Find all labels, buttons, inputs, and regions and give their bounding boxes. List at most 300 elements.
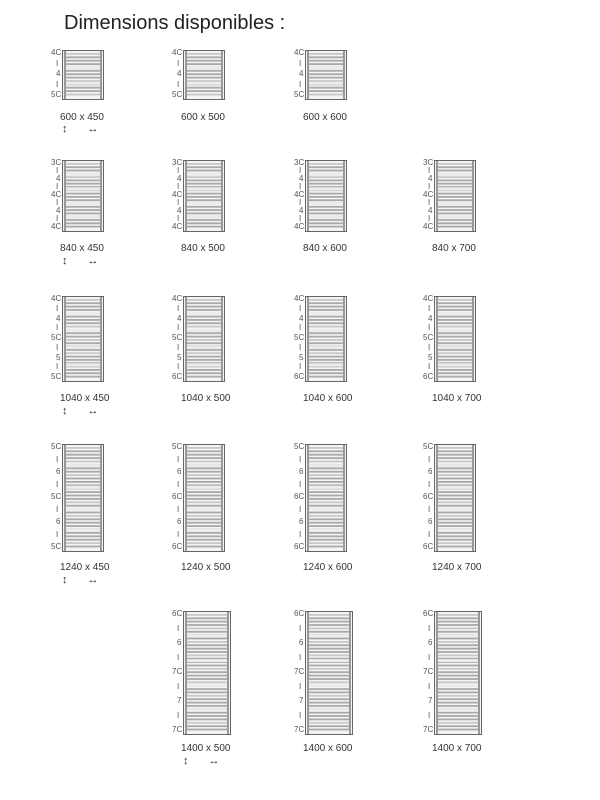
radiator-tube <box>309 213 343 215</box>
radiator-gap <box>438 684 478 687</box>
radiator-tube <box>438 651 478 653</box>
radiator-tube <box>66 213 100 215</box>
radiator-tube <box>309 621 349 623</box>
radiator-tube <box>309 688 349 690</box>
radiator-tube <box>438 359 472 361</box>
radiator-tube <box>438 688 478 690</box>
radiator-tube <box>438 339 472 341</box>
radiator-tube <box>187 471 221 473</box>
radiator-gap <box>438 202 472 205</box>
radiator-rail <box>185 445 187 551</box>
radiator-tube <box>66 512 100 514</box>
radiator-tube <box>309 668 349 670</box>
radiator-tube <box>187 491 221 493</box>
radiator-tube <box>187 474 221 476</box>
radiator-gap <box>309 82 343 85</box>
radiator-tube <box>66 53 100 55</box>
size-label: 1040 x 700 <box>432 393 482 404</box>
dimension-mark: 7C <box>172 725 183 734</box>
dimension-mark: 4 <box>299 174 304 183</box>
radiator-rail <box>100 445 102 551</box>
radiator-svg <box>62 296 104 382</box>
size-label: 1040 x 450 <box>60 393 110 404</box>
radiator-tube <box>66 339 100 341</box>
radiator-tube <box>187 675 227 677</box>
radiator-tube <box>438 532 472 534</box>
dimension-mark: 4 <box>56 313 61 323</box>
dimension-mark: I <box>299 303 302 313</box>
dimension-mark: 5C <box>51 542 62 551</box>
dimension-mark: 4C <box>294 294 305 303</box>
dimension-mark: I <box>177 214 180 223</box>
radiator-rail <box>343 51 345 99</box>
dimension-mark: 4C <box>172 190 183 199</box>
dimension-mark: I <box>56 323 59 333</box>
radiator-tube <box>438 299 472 301</box>
radiator-tube <box>438 176 472 178</box>
page-title: Dimensions disponibles : <box>64 12 286 34</box>
radiator-gap <box>438 173 472 176</box>
dimension-mark: 3C <box>294 158 305 167</box>
radiator-rail <box>436 612 438 734</box>
size-label: 1400 x 600 <box>303 743 353 754</box>
radiator-tube <box>309 705 349 707</box>
radiator-gap <box>438 709 478 712</box>
radiator-tube <box>438 213 472 215</box>
radiator-tube <box>187 209 221 211</box>
dimension-mark: I <box>299 342 302 352</box>
dimension-mark: 5 <box>177 352 182 362</box>
radiator-tube <box>309 349 343 351</box>
radiator-tube <box>438 715 478 717</box>
radiator-tube <box>438 512 472 514</box>
radiator-rail <box>436 445 438 551</box>
radiator-tube <box>187 648 227 650</box>
radiator-gap <box>66 486 100 489</box>
dimension-mark: I <box>56 214 59 223</box>
radiator-tube <box>438 319 472 321</box>
radiator-gap <box>66 173 100 176</box>
radiator-tube <box>187 170 221 172</box>
radiator-tube <box>438 702 478 704</box>
radiator-gap <box>187 659 227 662</box>
radiator-tube <box>187 376 221 378</box>
radiator-svg <box>62 160 104 232</box>
radiator-tube <box>309 209 343 211</box>
radiator-tube <box>438 309 472 311</box>
dimension-mark: I <box>299 479 302 489</box>
radiator-tube <box>66 63 100 65</box>
radiator-tube <box>66 501 100 503</box>
radiator-gap <box>187 507 221 510</box>
radiator-rail <box>349 612 351 734</box>
radiator-diagram <box>62 444 104 552</box>
dimension-mark: I <box>428 362 431 372</box>
dimension-mark: 4C <box>423 294 434 303</box>
radiator-gap <box>438 187 472 190</box>
dimension-mark: 7C <box>294 725 305 734</box>
radiator-tube <box>66 342 100 344</box>
radiator-tube <box>438 183 472 185</box>
radiator-gap <box>187 709 227 712</box>
radiator-tube <box>66 518 100 520</box>
radiator-gap <box>309 507 343 510</box>
radiator-tube <box>187 651 227 653</box>
radiator-tube <box>187 206 221 208</box>
dimension-mark: I <box>299 529 302 539</box>
radiator-tube <box>438 180 472 182</box>
radiator-tube <box>66 326 100 328</box>
radiator-rail <box>221 297 223 381</box>
radiator-tube <box>438 638 478 640</box>
radiator-tube <box>187 352 221 354</box>
radiator-tube <box>309 692 349 694</box>
radiator-rail <box>185 612 187 734</box>
radiator-svg <box>305 296 347 382</box>
radiator-tube <box>66 309 100 311</box>
radiator-tube <box>438 641 478 643</box>
radiator-tube <box>187 725 227 727</box>
radiator-tube <box>309 359 343 361</box>
radiator-tube <box>187 698 227 700</box>
dimension-mark: I <box>428 166 431 175</box>
dimension-mark: 5C <box>294 90 305 99</box>
radiator-tube <box>309 80 343 82</box>
radiator-gap <box>438 507 472 510</box>
radiator-rail <box>307 51 309 99</box>
radiator-svg <box>434 160 476 232</box>
radiator-tube <box>66 170 100 172</box>
radiator-tube <box>309 515 343 517</box>
radiator-tube <box>66 457 100 459</box>
radiator-tube <box>438 522 472 524</box>
radiator-tube <box>309 495 343 497</box>
radiator-tube <box>438 478 472 480</box>
radiator-tube <box>438 226 472 228</box>
radiator-tube <box>309 624 349 626</box>
dimension-icons <box>62 255 99 267</box>
radiator-tube <box>187 535 221 537</box>
radiator-tube <box>187 342 221 344</box>
radiator-tube <box>187 222 221 224</box>
radiator-svg <box>183 611 231 735</box>
radiator-tube <box>438 495 472 497</box>
radiator-tube <box>309 450 343 452</box>
dimension-mark: 6C <box>294 609 305 618</box>
radiator-gap <box>309 709 349 712</box>
dimension-mark: I <box>177 303 180 313</box>
radiator-diagram <box>305 611 353 735</box>
dimension-mark: 6 <box>299 517 304 526</box>
radiator-tube <box>438 628 478 630</box>
dimension-mark: 5C <box>51 90 62 99</box>
dimension-mark: I <box>299 454 302 464</box>
width-arrow-icon: ↔ <box>208 755 220 767</box>
radiator-tube <box>438 193 472 195</box>
radiator-tube <box>438 644 478 646</box>
radiator-rail <box>100 51 102 99</box>
radiator-tube <box>66 336 100 338</box>
dimension-mark: I <box>428 454 431 464</box>
radiator-tube <box>438 525 472 527</box>
radiator-gap <box>309 634 349 637</box>
radiator-tube <box>438 306 472 308</box>
radiator-tube <box>309 299 343 301</box>
radiator-tube <box>309 180 343 182</box>
radiator-gap <box>66 507 100 510</box>
radiator-diagram <box>183 296 225 382</box>
radiator-tube <box>438 467 472 469</box>
radiator-gap <box>187 187 221 190</box>
radiator-tube <box>438 705 478 707</box>
radiator-tube <box>309 614 349 616</box>
radiator-gap <box>309 216 343 219</box>
dimension-mark: I <box>177 323 180 333</box>
radiator-tube <box>66 90 100 92</box>
radiator-gap <box>309 684 349 687</box>
radiator-tube <box>187 180 221 182</box>
radiator-gap <box>66 312 100 315</box>
dimension-mark: 4C <box>51 222 62 231</box>
radiator-svg <box>305 160 347 232</box>
radiator-tube <box>66 359 100 361</box>
size-label: 1240 x 600 <box>303 562 353 573</box>
radiator-gap <box>66 216 100 219</box>
radiator-tube <box>187 498 221 500</box>
radiator-tube <box>438 461 472 463</box>
dimension-mark: I <box>177 652 180 662</box>
radiator-gap <box>66 329 100 332</box>
radiator-tube <box>309 665 349 667</box>
radiator-tube <box>438 206 472 208</box>
radiator-diagram <box>62 50 104 100</box>
radiator-tube <box>309 722 349 724</box>
radiator-tube <box>66 77 100 79</box>
radiator-tube <box>309 641 349 643</box>
radiator-diagram <box>305 444 347 552</box>
dimension-mark: 4 <box>177 313 182 323</box>
dimension-mark: I <box>56 198 59 207</box>
radiator-tube <box>187 163 221 165</box>
radiator-gap <box>187 65 221 68</box>
radiator-tube <box>187 518 221 520</box>
radiator-tube <box>66 166 100 168</box>
radiator-tube <box>187 702 227 704</box>
radiator-svg <box>62 50 104 100</box>
radiator-tube <box>438 725 478 727</box>
dimension-mark: I <box>177 198 180 207</box>
radiator-tube <box>309 219 343 221</box>
radiator-tube <box>187 678 227 680</box>
dimension-mark: 6 <box>177 517 182 526</box>
radiator-tube <box>66 450 100 452</box>
dimension-mark: 4C <box>172 48 183 57</box>
radiator-tube <box>438 196 472 198</box>
radiator-tube <box>309 183 343 185</box>
dimension-mark: 5C <box>172 90 183 99</box>
dimension-mark: I <box>56 362 59 372</box>
radiator-tube <box>66 60 100 62</box>
radiator-tube <box>187 326 221 328</box>
dimension-mark: I <box>56 342 59 352</box>
dimension-mark: I <box>428 479 431 489</box>
radiator-gap <box>438 634 478 637</box>
dimension-mark: 4 <box>428 313 433 323</box>
radiator-gap <box>438 312 472 315</box>
dimension-mark: 3C <box>51 158 62 167</box>
dimension-mark: I <box>299 198 302 207</box>
radiator-tube <box>309 478 343 480</box>
radiator-tube <box>187 176 221 178</box>
height-arrow-icon: ↕ <box>183 755 189 767</box>
radiator-tube <box>187 631 227 633</box>
radiator-tube <box>309 176 343 178</box>
radiator-tube <box>438 539 472 541</box>
radiator-gap <box>309 529 343 532</box>
dimension-mark: 6 <box>428 638 433 647</box>
size-label: 600 x 450 <box>60 112 104 123</box>
radiator-tube <box>66 461 100 463</box>
radiator-tube <box>187 705 227 707</box>
radiator-svg <box>305 611 353 735</box>
radiator-tube <box>187 628 227 630</box>
dimension-mark: 6C <box>172 609 183 618</box>
radiator-rail <box>343 445 345 551</box>
radiator-tube <box>187 226 221 228</box>
radiator-gap <box>309 187 343 190</box>
radiator-rail <box>64 161 66 231</box>
radiator-tube <box>438 322 472 324</box>
radiator-tube <box>66 176 100 178</box>
radiator-gap <box>187 346 221 349</box>
dimension-mark: 6C <box>423 542 434 551</box>
radiator-tube <box>66 226 100 228</box>
dimension-mark: 4C <box>172 294 183 303</box>
radiator-tube <box>438 515 472 517</box>
height-arrow-icon: ↕ <box>62 255 68 267</box>
dimension-mark: I <box>56 182 59 191</box>
radiator-gap <box>187 82 221 85</box>
radiator-tube <box>438 170 472 172</box>
size-label: 1400 x 500 <box>181 743 231 754</box>
radiator-tube <box>309 729 349 731</box>
dimension-mark: 6C <box>423 492 434 501</box>
radiator-tube <box>438 342 472 344</box>
radiator-rail <box>185 51 187 99</box>
dimension-mark: I <box>177 182 180 191</box>
radiator-gap <box>438 329 472 332</box>
radiator-tube <box>309 326 343 328</box>
radiator-tube <box>309 525 343 527</box>
dimension-mark: 4C <box>172 222 183 231</box>
radiator-rail <box>307 612 309 734</box>
radiator-tube <box>187 87 221 89</box>
radiator-tube <box>187 501 221 503</box>
width-arrow-icon: ↔ <box>87 405 99 417</box>
radiator-rail <box>64 445 66 551</box>
radiator-diagram <box>183 50 225 100</box>
dimension-mark: I <box>299 681 302 691</box>
dimension-mark: I <box>428 198 431 207</box>
height-arrow-icon: ↕ <box>62 123 68 135</box>
dimension-icons <box>62 123 99 135</box>
radiator-tube <box>309 505 343 507</box>
radiator-tube <box>187 454 221 456</box>
radiator-tube <box>66 515 100 517</box>
radiator-tube <box>309 498 343 500</box>
radiator-tube <box>309 319 343 321</box>
radiator-tube <box>187 546 221 548</box>
radiator-tube <box>438 692 478 694</box>
radiator-tube <box>309 719 349 721</box>
radiator-tube <box>438 675 478 677</box>
radiator-tube <box>187 196 221 198</box>
radiator-gap <box>438 346 472 349</box>
radiator-tube <box>187 655 227 657</box>
dimension-mark: I <box>56 303 59 313</box>
radiator-tube <box>438 219 472 221</box>
dimension-mark: 6C <box>423 609 434 618</box>
radiator-gap <box>187 464 221 467</box>
radiator-tube <box>187 372 221 374</box>
radiator-tube <box>438 498 472 500</box>
radiator-tube <box>66 542 100 544</box>
radiator-tube <box>187 193 221 195</box>
radiator-tube <box>438 369 472 371</box>
radiator-tube <box>438 376 472 378</box>
dimension-mark: 6C <box>294 492 305 501</box>
radiator-tube <box>309 471 343 473</box>
radiator-tube <box>309 628 349 630</box>
radiator-rail <box>185 161 187 231</box>
radiator-rail <box>64 51 66 99</box>
radiator-tube <box>438 302 472 304</box>
radiator-tube <box>187 712 227 714</box>
height-arrow-icon: ↕ <box>62 405 68 417</box>
radiator-tube <box>66 199 100 201</box>
radiator-tube <box>66 481 100 483</box>
radiator-gap <box>187 329 221 332</box>
dimension-mark: 6C <box>423 372 434 381</box>
radiator-rail <box>436 161 438 231</box>
dimension-mark: I <box>56 454 59 464</box>
radiator-rail <box>436 297 438 381</box>
radiator-tube <box>309 715 349 717</box>
radiator-gap <box>309 486 343 489</box>
dimension-mark: 4C <box>51 294 62 303</box>
radiator-tube <box>438 209 472 211</box>
radiator-tube <box>309 352 343 354</box>
radiator-tube <box>187 665 227 667</box>
dimension-mark: 6C <box>172 542 183 551</box>
dimension-mark: 6 <box>177 467 182 476</box>
radiator-svg <box>62 444 104 552</box>
radiator-diagram <box>305 160 347 232</box>
dimension-mark: 6 <box>299 467 304 476</box>
radiator-tube <box>66 349 100 351</box>
dimension-mark: 5C <box>423 442 434 451</box>
dimension-mark: 7C <box>294 667 305 676</box>
radiator-gap <box>187 529 221 532</box>
radiator-tube <box>309 454 343 456</box>
radiator-tube <box>438 222 472 224</box>
dimension-mark: 4C <box>294 190 305 199</box>
dimension-mark: 4 <box>56 174 61 183</box>
radiator-tube <box>309 90 343 92</box>
dimension-mark: 4 <box>299 313 304 323</box>
radiator-tube <box>438 614 478 616</box>
radiator-tube <box>187 525 221 527</box>
